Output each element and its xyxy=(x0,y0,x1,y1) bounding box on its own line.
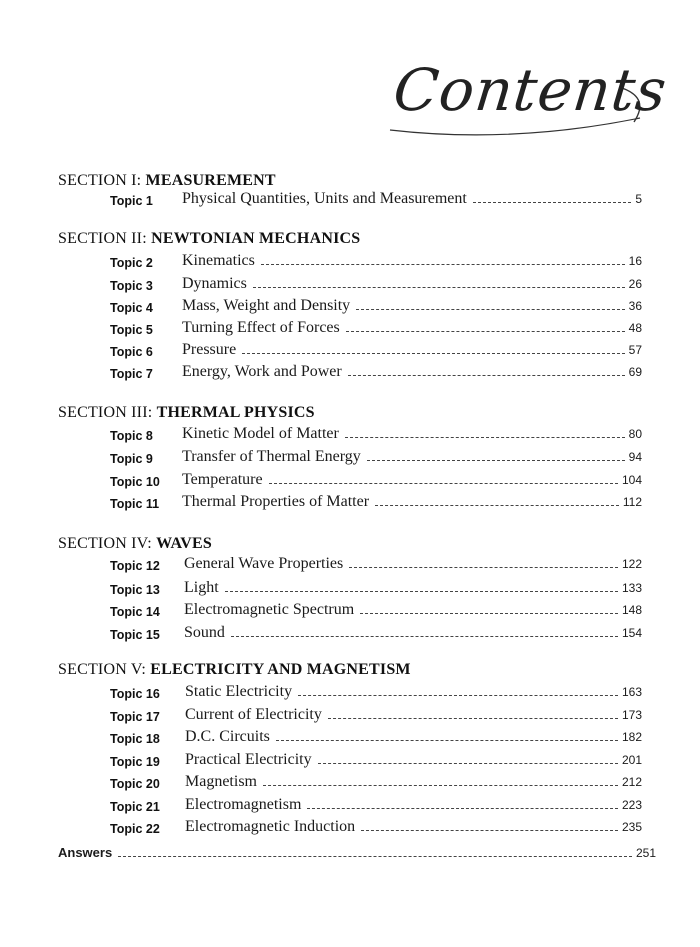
page-number: 173 xyxy=(621,708,642,722)
topic-number: Topic 16 xyxy=(110,687,160,701)
dot-leader xyxy=(348,375,625,376)
toc-entry[interactable] xyxy=(0,297,700,319)
toc-entry[interactable] xyxy=(0,493,700,515)
section-label: SECTION IV: xyxy=(58,535,152,552)
section-heading xyxy=(58,404,315,422)
topic-title: Dynamics xyxy=(182,275,247,292)
page-number: 16 xyxy=(628,254,642,268)
dot-leader xyxy=(473,202,631,203)
section-name: NEWTONIAN MECHANICS xyxy=(151,230,361,247)
dot-leader xyxy=(253,287,625,288)
page-number: 80 xyxy=(628,427,642,441)
topic-number: Topic 19 xyxy=(110,755,160,769)
dot-leader xyxy=(345,437,625,438)
topic-title: Temperature xyxy=(182,471,263,488)
topic-number: Topic 11 xyxy=(110,497,160,511)
dot-leader xyxy=(276,740,618,741)
page-title: Contents xyxy=(390,56,671,124)
toc-entry[interactable] xyxy=(0,751,700,773)
toc-entry[interactable] xyxy=(0,275,700,297)
topic-number: Topic 18 xyxy=(110,732,160,746)
dot-leader xyxy=(225,591,618,592)
topic-title: Sound xyxy=(184,624,225,641)
topic-title: Pressure xyxy=(182,341,237,358)
topic-number: Topic 9 xyxy=(110,452,153,466)
page-number: 201 xyxy=(621,753,642,767)
toc-entry[interactable] xyxy=(0,728,700,750)
toc-entry[interactable] xyxy=(0,190,700,212)
topic-title: Energy, Work and Power xyxy=(182,363,342,380)
section-label: SECTION III: xyxy=(58,404,153,421)
topic-number: Topic 6 xyxy=(110,345,153,359)
toc-entry[interactable] xyxy=(0,448,700,470)
topic-number: Topic 13 xyxy=(110,583,160,597)
page-number: 133 xyxy=(621,581,642,595)
dot-leader xyxy=(360,613,618,614)
topic-title: Mass, Weight and Density xyxy=(182,297,351,314)
page-number: 251 xyxy=(635,846,656,860)
topic-number: Topic 10 xyxy=(110,475,160,489)
toc-entry[interactable] xyxy=(0,773,700,795)
page-number: 48 xyxy=(628,321,642,335)
section-name: MEASUREMENT xyxy=(145,172,276,189)
dot-leader xyxy=(242,353,624,354)
topic-title: Magnetism xyxy=(185,773,257,790)
topic-number: Topic 12 xyxy=(110,559,160,573)
toc-entry[interactable] xyxy=(0,555,700,577)
section-name: ELECTRICITY AND MAGNETISM xyxy=(150,661,411,678)
dot-leader xyxy=(307,808,618,809)
topic-number: Topic 21 xyxy=(110,800,160,814)
toc-entry[interactable] xyxy=(0,319,700,341)
topic-title: Static Electricity xyxy=(185,683,293,700)
dot-leader xyxy=(261,264,625,265)
dot-leader xyxy=(356,309,624,310)
topic-number: Topic 14 xyxy=(110,605,160,619)
dot-leader xyxy=(328,718,618,719)
toc-entry[interactable] xyxy=(0,579,700,601)
topic-title: Current of Electricity xyxy=(185,706,322,723)
topic-title: D.C. Circuits xyxy=(185,728,270,745)
page-number: 122 xyxy=(621,557,642,571)
page-number: 69 xyxy=(628,365,642,379)
page-number: 26 xyxy=(628,277,642,291)
section-label: SECTION I: xyxy=(58,172,142,189)
answers-label: Answers xyxy=(58,845,113,860)
dot-leader xyxy=(118,856,632,857)
toc-entry[interactable] xyxy=(0,252,700,274)
toc-entry[interactable] xyxy=(0,425,700,447)
page-number: 182 xyxy=(621,730,642,744)
section-heading xyxy=(58,535,212,553)
page-number: 94 xyxy=(628,450,642,464)
dot-leader xyxy=(298,695,618,696)
answers-entry[interactable] xyxy=(58,845,656,865)
topic-title: Electromagnetism xyxy=(185,796,302,813)
topic-number: Topic 1 xyxy=(110,194,153,208)
dot-leader xyxy=(318,763,618,764)
page-number: 112 xyxy=(622,495,642,509)
topic-number: Topic 17 xyxy=(110,710,160,724)
section-heading xyxy=(58,230,360,248)
page-number: 235 xyxy=(621,820,642,834)
page-number: 57 xyxy=(628,343,642,357)
topic-number: Topic 3 xyxy=(110,279,153,293)
topic-number: Topic 15 xyxy=(110,628,160,642)
topic-number: Topic 7 xyxy=(110,367,153,381)
dot-leader xyxy=(346,331,625,332)
toc-entry[interactable] xyxy=(0,471,700,493)
section-heading xyxy=(58,661,411,679)
topic-title: Electromagnetic Spectrum xyxy=(184,601,355,618)
toc-entry[interactable] xyxy=(0,624,700,646)
topic-number: Topic 2 xyxy=(110,256,153,270)
section-heading xyxy=(58,172,276,190)
section-name: THERMAL PHYSICS xyxy=(156,404,315,421)
topic-title: Physical Quantities, Units and Measurement xyxy=(182,190,467,207)
dot-leader xyxy=(361,830,618,831)
dot-leader xyxy=(367,460,625,461)
toc-entry[interactable] xyxy=(0,341,700,363)
topic-title: Kinetic Model of Matter xyxy=(182,425,339,442)
contents-title-block xyxy=(372,52,671,142)
page-number: 104 xyxy=(621,473,642,487)
topic-title: Turning Effect of Forces xyxy=(182,319,340,336)
topic-title: Practical Electricity xyxy=(185,751,312,768)
topic-number: Topic 20 xyxy=(110,777,160,791)
topic-number: Topic 4 xyxy=(110,301,153,315)
dot-leader xyxy=(349,567,618,568)
page-number: 223 xyxy=(621,798,642,812)
toc-entry[interactable] xyxy=(0,818,700,840)
page-number: 148 xyxy=(621,603,642,617)
topic-title: General Wave Properties xyxy=(184,555,344,572)
topic-title: Thermal Properties of Matter xyxy=(182,493,370,510)
topic-title: Light xyxy=(184,579,219,596)
topic-title: Transfer of Thermal Energy xyxy=(182,448,361,465)
dot-leader xyxy=(263,785,618,786)
section-name: WAVES xyxy=(156,535,212,552)
topic-number: Topic 22 xyxy=(110,822,160,836)
topic-title: Kinematics xyxy=(182,252,255,269)
topic-number: Topic 5 xyxy=(110,323,153,337)
section-label: SECTION V: xyxy=(58,661,147,678)
toc-entry[interactable] xyxy=(0,363,700,385)
toc-entry[interactable] xyxy=(0,796,700,818)
dot-leader xyxy=(375,505,619,506)
dot-leader xyxy=(231,636,618,637)
page-number: 163 xyxy=(621,685,642,699)
topic-number: Topic 8 xyxy=(110,429,153,443)
page-number: 212 xyxy=(621,775,642,789)
page-number: 36 xyxy=(628,299,642,313)
toc-entry[interactable] xyxy=(0,706,700,728)
section-label: SECTION II: xyxy=(58,230,147,247)
page-number: 154 xyxy=(621,626,642,640)
toc-entry[interactable] xyxy=(0,601,700,623)
page-number: 5 xyxy=(635,192,642,206)
toc-entry[interactable] xyxy=(0,683,700,705)
dot-leader xyxy=(269,483,618,484)
topic-title: Electromagnetic Induction xyxy=(185,818,356,835)
